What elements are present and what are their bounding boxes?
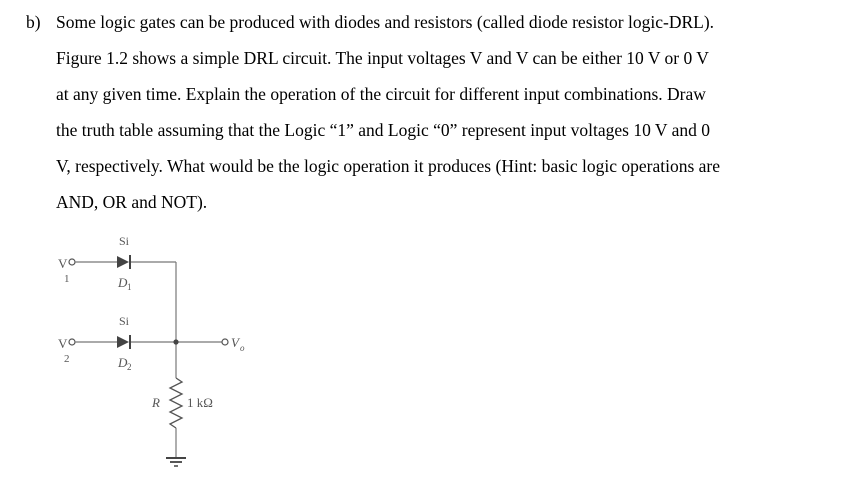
input2-symbol: V [58, 336, 68, 351]
diode-2 [117, 314, 132, 372]
question-line: V, respectively. What would be the logic operation it produces (Hint: basic logic operations are [56, 156, 721, 176]
drl-circuit-diagram [0, 220, 300, 480]
resistor-name: R [152, 395, 160, 410]
input-terminal-1 [58, 256, 75, 285]
resistor [151, 378, 213, 428]
output-terminal [222, 339, 228, 345]
diode-1 [117, 234, 132, 292]
diode2-subscript: 2 [127, 362, 132, 372]
input1-subscript: 1 [64, 273, 70, 285]
question-line: AND, OR and NOT). [56, 192, 208, 212]
resistor-value: 1 kΩ [187, 395, 213, 410]
question-line: Figure 1.2 shows a simple DRL circuit. The input voltages V and V can be either 10 V or 0 V [56, 48, 709, 68]
question-line: at any given time. Explain the operation of the circuit for different input combinations. Draw [56, 84, 706, 104]
input1-symbol: V [58, 256, 68, 271]
input2-subscript: 2 [64, 353, 70, 365]
input-terminal-2 [58, 336, 75, 365]
circuit-wires [75, 262, 222, 458]
question-text [56, 4, 846, 220]
junction-dot [173, 339, 178, 344]
question-label: b) [26, 12, 41, 32]
diode2-name: D [118, 355, 128, 370]
diode1-name: D [118, 275, 128, 290]
ground-icon [166, 458, 186, 466]
question-line: the truth table assuming that the Logic “1” and Logic “0” represent input voltages 10 V and 0 [56, 120, 710, 140]
diode2-material: Si [118, 314, 130, 328]
output-symbol: V [231, 335, 239, 350]
output-label [231, 335, 245, 353]
question-line: Some logic gates can be produced with diodes and resistors (called diode resistor logic-DRL). [56, 12, 715, 32]
diode1-material: Si [118, 234, 130, 248]
diode1-subscript: 1 [127, 282, 132, 292]
output-subscript: o [240, 343, 245, 353]
